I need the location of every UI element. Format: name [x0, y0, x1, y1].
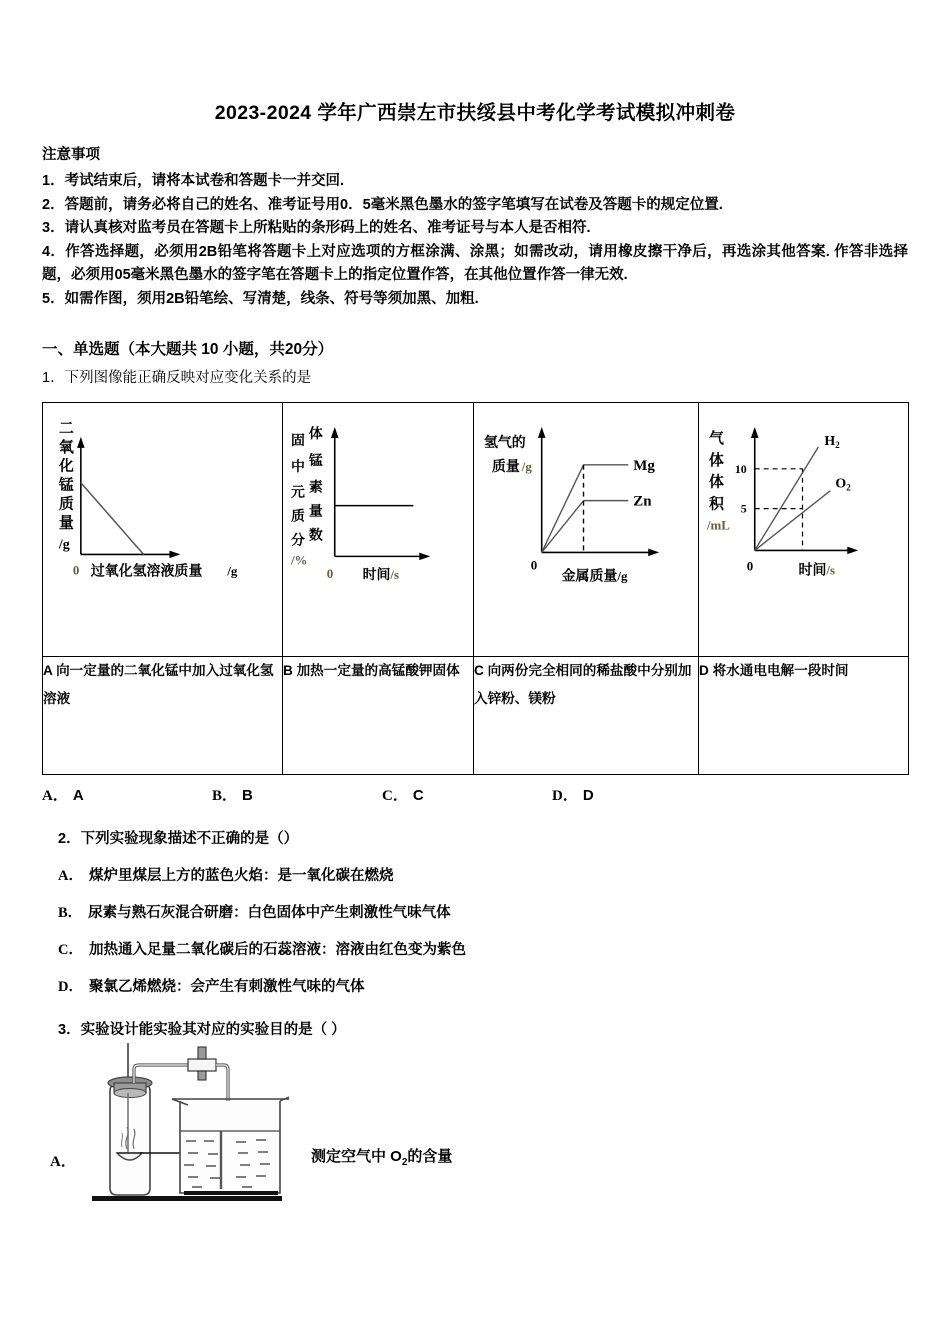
beaker-icon [180, 1101, 280, 1193]
pinch-clamp-icon [188, 1059, 216, 1071]
notice-heading: 注意事项 [42, 147, 100, 164]
graph-b-origin: 0 [326, 566, 334, 582]
graph-caption-c: C 向两份完全相同的稀盐酸中分别加入锌粉、镁粉 [474, 657, 699, 775]
notice-list [42, 170, 908, 311]
svg-text:化: 化 [58, 458, 74, 476]
svg-text:分: 分 [290, 531, 305, 548]
svg-text:/g: /g [227, 563, 238, 579]
svg-text:元: 元 [290, 484, 305, 501]
svg-text:数: 数 [308, 526, 323, 543]
graph-a-xlabel: 过氧化氢溶液质量 [90, 562, 203, 579]
graph-a-svg [43, 403, 282, 656]
svg-text:质: 质 [290, 507, 305, 524]
question-2 [42, 827, 908, 996]
graph-a-yunit: /g [58, 537, 70, 553]
graph-d-svg [699, 403, 908, 656]
graph-a-origin: 0 [72, 562, 80, 578]
graph-c-origin: 0 [530, 557, 538, 573]
graph-cell-b [283, 403, 474, 657]
question-2-choice-b[interactable]: B． 尿素与熟石灰混合研磨：白色固体中产生刺激性气味气体 [58, 905, 451, 922]
graph-d-ytick-5: 5 [740, 501, 747, 516]
bench-icon [92, 1196, 282, 1201]
svg-text:体: 体 [308, 425, 323, 442]
graph-b-xlabel: 时间 [362, 566, 391, 583]
graph-b-yunit: /% [290, 552, 308, 568]
question-3-option-letter: A． [50, 1154, 76, 1171]
option-b[interactable]: B． B [212, 787, 253, 805]
option-a[interactable]: A． A [42, 787, 84, 805]
graph-options-table [42, 402, 909, 775]
graph-cell-c [474, 403, 699, 657]
graph-d-origin: 0 [746, 558, 754, 574]
graph-c-ylabel: 氢气的 [483, 434, 526, 451]
caption-row [43, 657, 909, 775]
question-2-choice-c[interactable]: C． 加热通入足量二氧化碳后的石蕊溶液：溶液由红色变为紫色 [58, 942, 466, 959]
graph-caption-a: A 向一定量的二氧化锰中加入过氧化氢溶液 [43, 657, 283, 775]
svg-text:锰: 锰 [58, 477, 74, 495]
notice-item-2: 2．答题前，请务必将自己的姓名、准考证号用0．5毫米黑色墨水的签字笔填写在试卷及答题卡的规定位置. [42, 196, 723, 213]
graph-c-series-zn: Zn [633, 493, 652, 510]
notice-item-1: 1．考试结束后，请将本试卷和答题卡一并交回. [42, 173, 345, 190]
svg-text:积: 积 [708, 495, 724, 513]
svg-text:体: 体 [708, 452, 724, 470]
svg-text:量: 量 [308, 502, 323, 519]
svg-text:/g: /g [521, 459, 532, 475]
svg-text:体: 体 [708, 474, 724, 492]
question-3 [42, 1018, 908, 1208]
question-2-stem: 2．下列实验现象描述不正确的是（） [58, 831, 299, 848]
svg-text:量: 量 [58, 514, 74, 532]
question-1-stem [42, 367, 908, 390]
question-3-stem: 3．实验设计能实验其对应的实验目的是（ ） [58, 1022, 346, 1039]
graph-row [43, 403, 909, 657]
svg-text:/g: /g [617, 568, 628, 584]
svg-text:/s: /s [390, 567, 400, 583]
graph-cell-d [699, 403, 909, 657]
graph-d-series-h2: $H_2$ [824, 434, 840, 451]
graph-a-ylabel-char: 二 [58, 420, 74, 438]
option-c[interactable]: C． C [382, 787, 424, 805]
question-1-options [42, 784, 908, 805]
question-3-purpose-label: 测定空气中 $O_2$的含量 [311, 1148, 453, 1169]
svg-text:质量: 质量 [491, 458, 520, 475]
svg-text:锰: 锰 [308, 452, 323, 469]
graph-c-series-mg: Mg [633, 458, 655, 475]
graph-b-ylabel-char: 固 [290, 432, 305, 449]
question-1-text: 下列图像能正确反映对应变化关系的是 [64, 370, 312, 387]
graph-b-svg [283, 403, 473, 656]
experiment-apparatus-figure [84, 1043, 299, 1208]
graph-caption-b: B 加热一定量的高锰酸钾固体 [283, 657, 474, 775]
notice-item-3: 3．请认真核对监考员在答题卡上所粘贴的条形码上的姓名、准考证号与本人是否相符. [42, 220, 591, 237]
question-2-choice-d[interactable]: D． 聚氯乙烯燃烧：会产生有刺激性气味的气体 [58, 979, 365, 996]
question-3-option-a-row[interactable] [42, 1043, 908, 1208]
option-d[interactable]: D． D [552, 787, 594, 805]
notice-item-4: 4．作答选择题，必须用2B铅笔将答题卡上对应选项的方框涂满、涂黑；如需改动，请用橡皮擦干净后，再选涂其他答案. 作答非选择题，必须用05毫米黑色墨水的签字笔在答题卡上的指定位置作答，在其他位置作答一律无效. [42, 243, 908, 284]
notice-item-5: 5．如需作图，须用2B铅笔绘、写清楚，线条、符号等须加黑、加粗. [42, 290, 479, 307]
svg-text:/s: /s [826, 562, 836, 578]
graph-d-ylabel-char: 气 [708, 430, 724, 448]
svg-text:中: 中 [290, 458, 305, 475]
question-2-choice-a[interactable]: A． 煤炉里煤层上方的蓝色火焰：是一氧化碳在燃烧 [58, 868, 394, 885]
page-title: 2023-2024 学年广西崇左市扶绥县中考化学考试模拟冲刺卷 [214, 102, 736, 124]
svg-text:氧: 氧 [58, 439, 74, 457]
graph-d-xlabel: 时间 [798, 561, 827, 578]
question-1-number: 1． [42, 370, 65, 387]
graph-cell-a [43, 403, 283, 657]
graph-caption-d: D 将水通电电解一段时间 [699, 657, 909, 775]
svg-text:素: 素 [308, 479, 323, 496]
gas-jar-icon [110, 1085, 150, 1195]
graph-d-ytick-10: 10 [734, 462, 747, 477]
graph-c-svg [474, 403, 698, 656]
graph-c-xlabel: 金属质量 [561, 567, 618, 584]
svg-text:质: 质 [58, 495, 74, 513]
graph-d-yunit: /mL [706, 517, 730, 533]
section-heading: 一、单选题（本大题共 10 小题，共20分） [42, 341, 334, 359]
graph-d-series-o2: $O_2$ [835, 477, 851, 494]
